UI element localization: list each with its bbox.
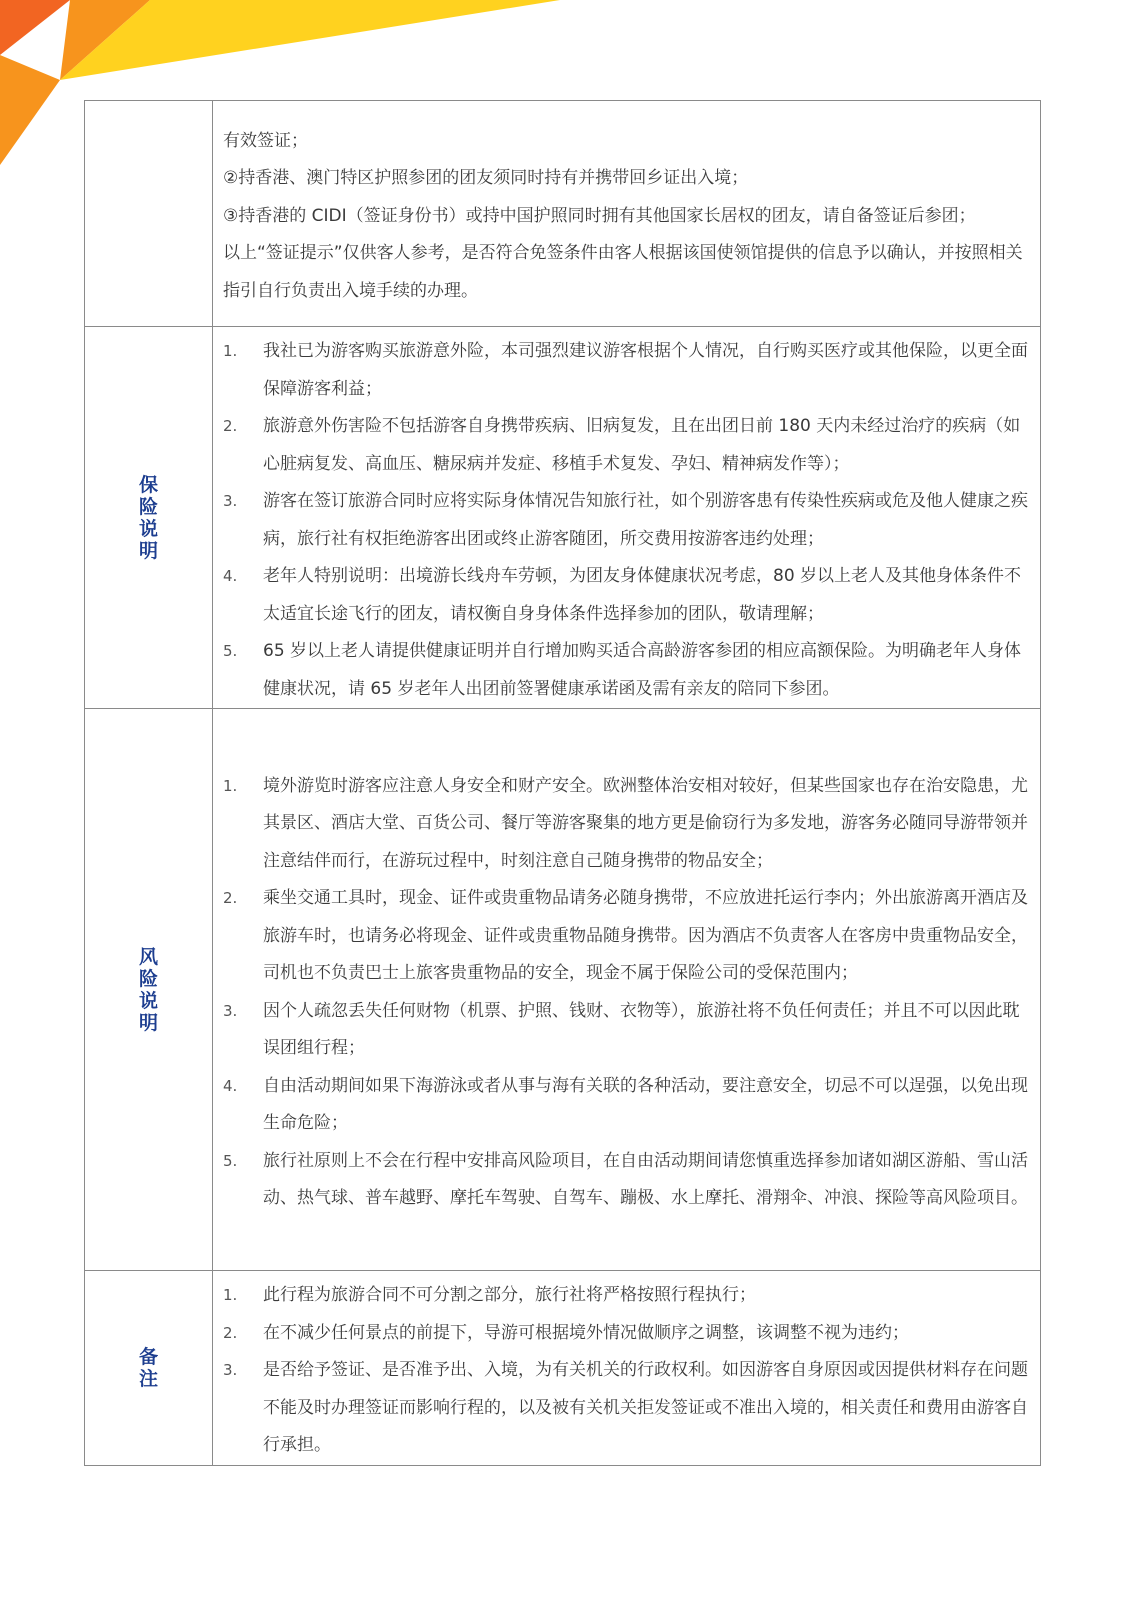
item-text: 自由活动期间如果下海游泳或者从事与海有关联的各种活动，要注意安全，切忌不可以逞强，以免出现生命危险；	[263, 1075, 1028, 1133]
item-text: 老年人特别说明：出境游长线舟车劳顿，为团友身体健康状况考虑，80 岁以上老人及其他身体条件不太适宜长途飞行的团友，请权衡自身身体条件选择参加的团队，敬请理解；	[263, 566, 1022, 624]
remarks-item	[223, 1277, 1030, 1315]
insurance-label-cell	[85, 327, 213, 709]
item-number: 4.	[223, 567, 238, 585]
item-number: 5.	[223, 642, 238, 660]
risk-item	[223, 1068, 1030, 1143]
insurance-item	[223, 333, 1030, 408]
visa-continued-row	[85, 101, 1041, 327]
item-text: 境外游览时游客应注意人身安全和财产安全。欧洲整体治安相对较好，但某些国家也存在治安隐患，尤其景区、酒店大堂、百货公司、餐厅等游客聚集的地方更是偷窃行为多发地，游客务必随同导游带领并注意结伴而行，在游玩过程中，时刻注意自己随身携带的物品安全；	[263, 775, 1028, 871]
item-number: 1.	[223, 776, 238, 795]
visa-line: ③持香港的 CIDI（签证身份书）或持中国护照同时拥有其他国家长居权的团友，请自备签证后参团；	[223, 205, 976, 226]
item-number: 3.	[223, 1361, 238, 1379]
itinerary-notes-table	[84, 100, 1041, 1466]
visa-label-cell	[85, 101, 213, 327]
item-text: 此行程为旅游合同不可分割之部分，旅行社将严格按照行程执行；	[263, 1285, 756, 1305]
risk-item	[223, 1143, 1030, 1218]
risk-item	[223, 880, 1030, 993]
visa-line: ②持香港、澳门特区护照参团的团友须同时持有并携带回乡证出入境；	[223, 168, 749, 189]
item-number: 3.	[223, 492, 238, 510]
item-text: 旅行社原则上不会在行程中安排高风险项目，在自由活动期间请您慎重选择参加诸如湖区游船、雪山活动、热气球、普车越野、摩托车驾驶、自驾车、蹦极、水上摩托、滑翔伞、冲浪、探险等高风险项目。	[263, 1150, 1028, 1208]
risk-item	[223, 768, 1030, 881]
item-text: 在不减少任何景点的前提下，导游可根据境外情况做顺序之调整，该调整不视为违约；	[263, 1322, 909, 1343]
item-number: 3.	[223, 1001, 238, 1020]
item-number: 1.	[223, 1286, 238, 1304]
item-text: 乘坐交通工具时，现金、证件或贵重物品请务必随身携带，不应放进托运行李内；外出旅游离开酒店及旅游车时，也请务必将现金、证件或贵重物品随身携带。因为酒店不负责客人在客房中贵重物品安全，司机也不负责巴士上旅客贵重物品的安全，现金不属于保险公司的受保范围内；	[263, 888, 1028, 983]
item-text: 旅游意外伤害险不包括游客自身携带疾病、旧病复发，且在出团日前 180 天内未经过治疗的疾病（如心脏病复发、高血压、糖尿病并发症、移植手术复发、孕妇、精神病发作等）；	[263, 416, 1021, 474]
risk-content-cell	[213, 709, 1041, 1271]
item-text: 游客在签订旅游合同时应将实际身体情况告知旅行社，如个别游客患有传染性疾病或危及他人健康之疾病，旅行社有权拒绝游客出团或终止游客随团，所交费用按游客违约处理；	[263, 491, 1028, 549]
remarks-content-cell	[213, 1271, 1041, 1466]
item-text: 我社已为游客购买旅游意外险，本司强烈建议游客根据个人情况，自行购买医疗或其他保险，以更全面保障游客利益；	[263, 341, 1028, 399]
risk-row	[85, 709, 1041, 1271]
remarks-label-cell	[85, 1271, 213, 1466]
item-number: 2.	[223, 417, 238, 435]
visa-content-cell	[213, 101, 1041, 327]
item-number: 1.	[223, 342, 238, 360]
item-number: 2.	[223, 1323, 238, 1342]
item-number: 5.	[223, 1151, 238, 1170]
risk-label-cell	[85, 709, 213, 1271]
item-number: 4.	[223, 1076, 238, 1095]
remarks-label: 备注	[138, 1345, 158, 1390]
visa-line: 有效签证；	[223, 130, 308, 151]
risk-item	[223, 993, 1030, 1068]
insurance-item	[223, 408, 1030, 483]
remarks-item	[223, 1315, 1030, 1353]
item-text: 因个人疏忽丢失任何财物（机票、护照、钱财、衣物等），旅游社将不负任何责任；并且不可以因此耽误团组行程；	[263, 1000, 1020, 1058]
remarks-item	[223, 1352, 1030, 1465]
risk-label: 风险说明	[138, 945, 158, 1034]
insurance-item	[223, 633, 1030, 708]
visa-line: 以上“签证提示”仅供客人参考，是否符合免签条件由客人根据该国使领馆提供的信息予以确认，并按照相关指引自行负责出入境手续的办理。	[223, 243, 1023, 301]
insurance-item	[223, 483, 1030, 558]
insurance-row	[85, 327, 1041, 709]
insurance-content-cell	[213, 327, 1041, 709]
item-text: 65 岁以上老人请提供健康证明并自行增加购买适合高龄游客参团的相应高额保险。为明确老年人身体健康状况，请 65 岁老年人出团前签署健康承诺函及需有亲友的陪同下参团。	[263, 641, 1022, 699]
insurance-label: 保险说明	[138, 473, 158, 562]
item-number: 2.	[223, 889, 238, 907]
item-text: 是否给予签证、是否准予出、入境，为有关机关的行政权利。如因游客自身原因或因提供材料存在问题不能及时办理签证而影响行程的，以及被有关机关拒发签证或不准出入境的，相关责任和费用由游客自行承担。	[263, 1360, 1028, 1455]
remarks-row	[85, 1271, 1041, 1466]
insurance-item	[223, 558, 1030, 633]
